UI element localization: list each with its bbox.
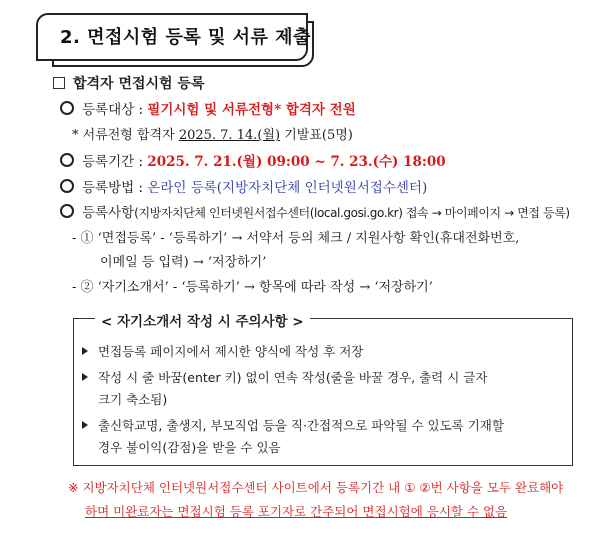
notice-item-2-cont: 크기 축소됨) — [98, 392, 168, 407]
checkbox-square-icon — [53, 77, 65, 89]
circle-bullet-icon — [60, 153, 74, 167]
triangle-bullet-icon — [82, 347, 88, 355]
target-value: 필기시험 및 서류전형* 합격자 전원 — [147, 102, 356, 118]
section-heading-text: 합격자 면접시험 등록 — [73, 76, 205, 92]
circle-bullet-icon — [60, 101, 74, 115]
footnote-line1: ※ 지방자치단체 인터넷원서접수센터 사이트에서 등록기간 내 ① ②번 사항을 모두 완료해야 — [68, 480, 564, 495]
period-row — [60, 150, 446, 170]
step1-line1: - ① ‘면접등록’ - ‘등록하기’ → 서약서 등의 체크 / 지원사항 확인(휴대전화번호, — [72, 231, 520, 246]
notice-item-1 — [82, 342, 363, 360]
section-heading — [53, 73, 204, 93]
method-value: 온라인 등록(지방자치단체 인터넷원서접수센터) — [147, 180, 428, 196]
circle-bullet-icon — [60, 179, 74, 193]
period-label: 등록기간 : — [82, 154, 148, 170]
notice-item-3-cont: 경우 불이익(감점)을 받을 수 있음 — [98, 440, 281, 455]
target-note — [72, 124, 353, 143]
method-label: 등록방법 : — [82, 180, 148, 196]
step2-line: - ② ‘자기소개서’ - ‘등록하기’ → 항목에 따라 작성 → ‘저장하기’ — [72, 280, 433, 295]
triangle-bullet-icon — [82, 373, 88, 381]
details-row — [60, 201, 570, 221]
target-note-prefix: * 서류전형 합격자 — [72, 128, 179, 143]
step1-line2: 이메일 등 입력) → ‘저장하기’ — [100, 255, 267, 270]
target-note-date: 2025. 7. 14.(월) — [178, 128, 281, 143]
target-row — [60, 98, 356, 118]
notice-item-3-text: 출신학교명, 출생지, 부모직업 등을 직·간접적으로 파악될 수 있도록 기재할 — [98, 418, 504, 433]
details-label: 등록사항 — [82, 205, 135, 221]
details-value: (지방자치단체 인터넷원서접수센터(local.gosi.go.kr) 접속 → 마이페이지 → 면접 등록) — [134, 206, 570, 220]
notice-item-1-text: 면접등록 페이지에서 제시한 양식에 작성 후 저장 — [98, 344, 364, 359]
target-label: 등록대상 : — [82, 102, 148, 118]
notice-title: < 자기소개서 작성 시 주의사항 > — [95, 310, 310, 330]
notice-item-2-text: 작성 시 줄 바꿈(enter 키) 없이 연속 작성(줄을 바꿀 경우, 출력 시 글자 — [98, 370, 488, 385]
triangle-bullet-icon — [82, 421, 88, 429]
period-value: 2025. 7. 21.(월) 09:00 ~ 7. 23.(수) 18:00 — [147, 154, 446, 170]
method-row — [60, 176, 427, 196]
target-note-suffix: 기발표(5명) — [280, 128, 353, 143]
footnote-line2: 하며 미완료자는 면접시험 등록 포기자로 간주되어 면접시험에 응시할 수 없음 — [85, 504, 508, 519]
section-title: 2. 면접시험 등록 및 서류 제출 — [60, 27, 311, 48]
notice-item-3 — [82, 416, 504, 434]
circle-bullet-icon — [60, 204, 74, 218]
notice-item-2 — [82, 368, 487, 386]
